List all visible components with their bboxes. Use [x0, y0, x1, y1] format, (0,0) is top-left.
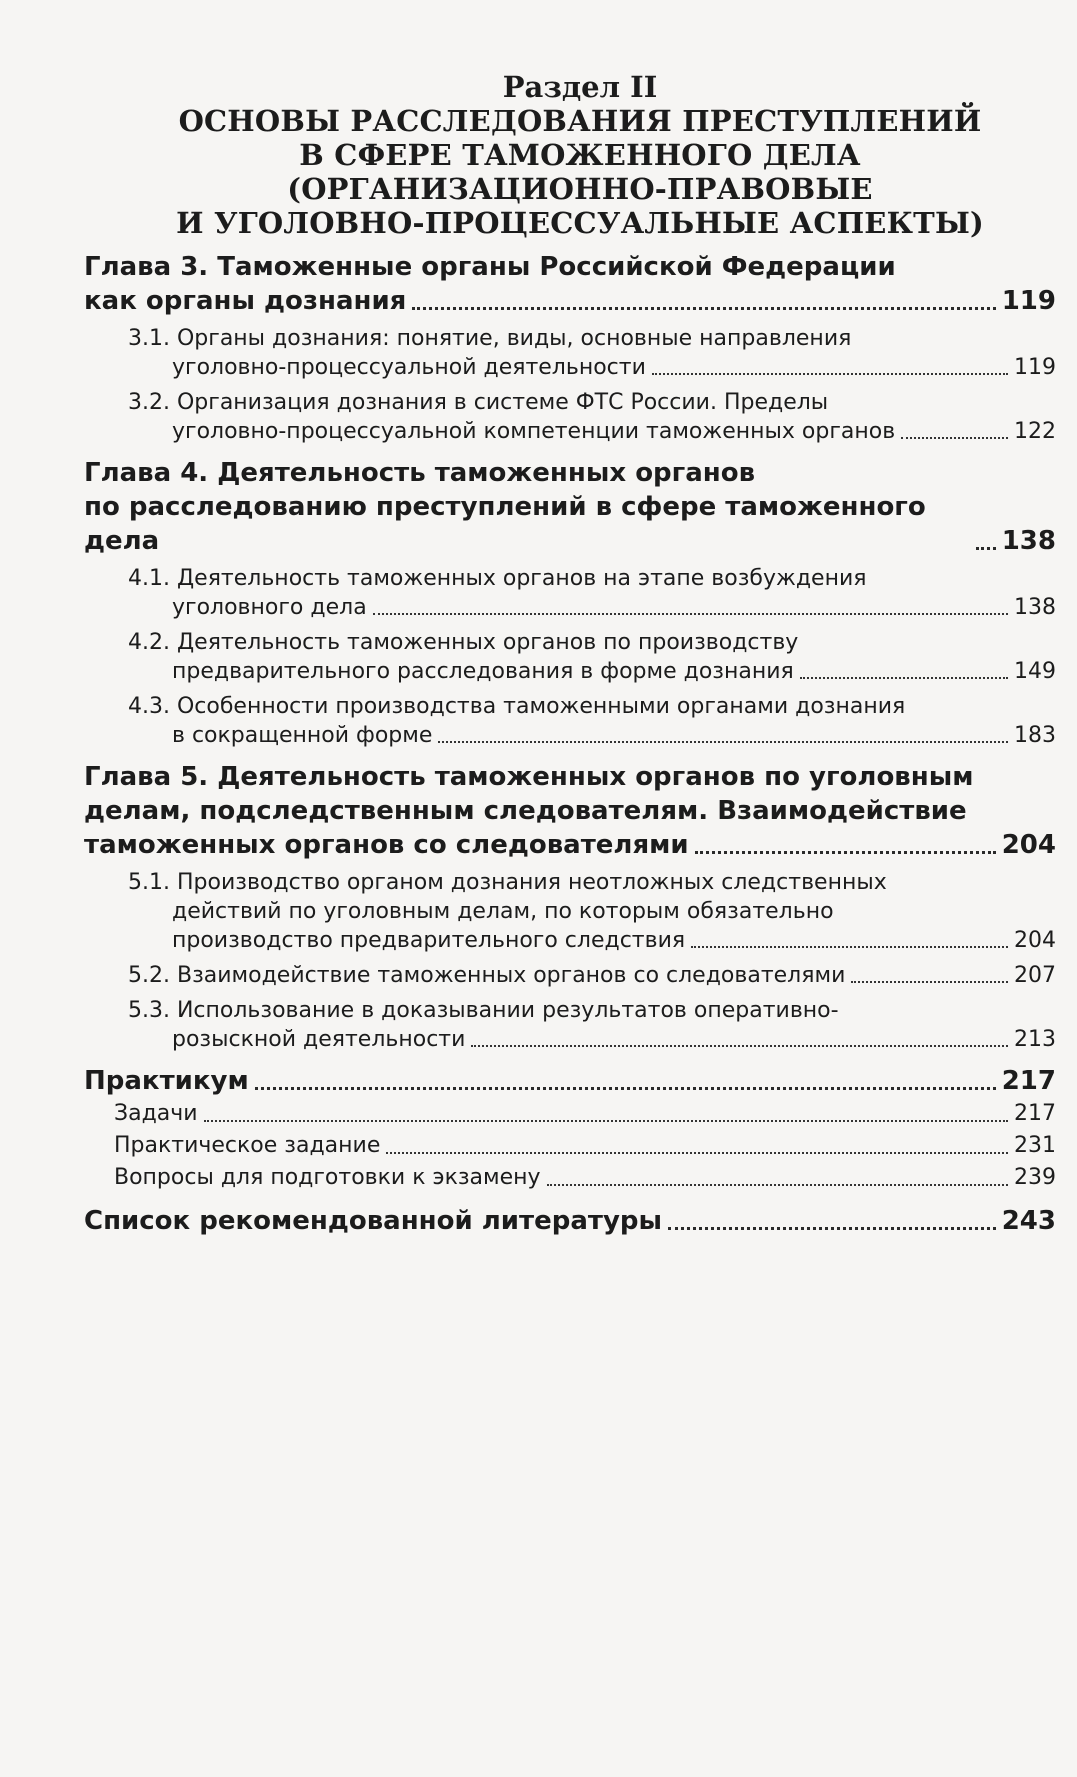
subsection-title: 3.1. Органы дознания: понятие, виды, основные направления: [128, 326, 852, 351]
page-number: 204: [1001, 830, 1056, 860]
subsection-5-3[interactable]: [84, 996, 1056, 1054]
subsection-5-2[interactable]: [84, 961, 1056, 990]
subsection-title-end: уголовного дела: [172, 595, 367, 620]
table-of-contents: [84, 70, 1056, 1238]
toc-entry[interactable]: [84, 1064, 1056, 1098]
dot-leader: [901, 437, 1008, 439]
page-number: 183: [1014, 723, 1056, 748]
chapter-title-end: как органы дознания: [84, 286, 407, 316]
subsection-title-end: розыскной деятельности: [172, 1027, 466, 1052]
chapter-title: Глава 3. Таможенные органы Российской Федерации: [84, 252, 896, 282]
dot-leader: [851, 981, 1008, 983]
page-number: 231: [1014, 1133, 1056, 1158]
page-number: 122: [1014, 419, 1056, 444]
subsection-title: 4.3. Особенности производства таможенными органами дознания: [128, 694, 906, 719]
literature-title: Список рекомендованной литературы: [84, 1206, 663, 1236]
subsection-title-end: в сокращенной форме: [172, 723, 433, 748]
subsection-title: 3.2. Организация дознания в системе ФТС России. Пределы: [128, 390, 829, 415]
section-heading: [124, 70, 1036, 240]
subsection-5-1[interactable]: [84, 868, 1056, 955]
practicum-item-label: Вопросы для подготовки к экзамену: [114, 1165, 541, 1190]
dot-leader: [800, 677, 1008, 679]
subsection-3-1[interactable]: [84, 324, 1056, 382]
toc-entry[interactable]: [84, 490, 1056, 558]
dot-leader: [976, 547, 996, 550]
practicum-item-label: Практическое задание: [114, 1133, 381, 1158]
subsection-3-2[interactable]: [84, 388, 1056, 446]
dot-leader: [438, 741, 1008, 743]
subsection-title: 5.2. Взаимодействие таможенных органов со следователями: [128, 963, 846, 988]
dot-leader: [652, 373, 1008, 375]
subsection-4-2[interactable]: [84, 628, 1056, 686]
subsection-title: 4.2. Деятельность таможенных органов по производству: [128, 630, 799, 655]
page-number: 243: [1001, 1206, 1056, 1236]
page-number: 217: [1001, 1066, 1056, 1096]
dot-leader: [471, 1045, 1008, 1047]
page-number: 239: [1014, 1165, 1056, 1190]
subsection-title-end: предварительного расследования в форме дознания: [172, 659, 794, 684]
chapter-title-end: таможенных органов со следователями: [84, 830, 689, 860]
page-number: 138: [1014, 595, 1056, 620]
subsection-title-end: уголовно-процессуальной деятельности: [172, 355, 646, 380]
chapter-title: делам, подследственным следователям. Взаимодействие: [84, 796, 967, 826]
toc-entry[interactable]: [84, 284, 1056, 318]
chapter-title: Глава 4. Деятельность таможенных органов: [84, 458, 756, 488]
dot-leader: [386, 1152, 1008, 1154]
dot-leader: [412, 307, 995, 310]
chapter-4: [84, 456, 1056, 750]
page-number: 149: [1014, 659, 1056, 684]
subsection-title: 5.1. Производство органом дознания неотложных следственных: [128, 870, 887, 895]
section-label: Раздел II: [502, 70, 658, 104]
page-number: 213: [1014, 1027, 1056, 1052]
chapter-title-end: по расследованию преступлений в сфере таможенного дела: [84, 492, 926, 556]
page-number: 204: [1014, 928, 1056, 953]
practicum-item-label: Задачи: [114, 1101, 198, 1126]
practicum-item[interactable]: [84, 1098, 1056, 1130]
dot-leader: [373, 613, 1008, 615]
dot-leader: [695, 851, 996, 854]
subsection-title: 5.3. Использование в доказывании результатов оперативно-: [128, 998, 839, 1023]
practicum-item[interactable]: [84, 1162, 1056, 1194]
chapter-3: [84, 250, 1056, 446]
dot-leader: [255, 1087, 996, 1090]
subsection-4-3[interactable]: [84, 692, 1056, 750]
practicum-title: Практикум: [84, 1066, 249, 1096]
subsection-title: 4.1. Деятельность таможенных органов на этапе возбуждения: [128, 566, 867, 591]
page-number: 207: [1014, 963, 1056, 988]
dot-leader: [547, 1184, 1008, 1186]
subsection-title-end: производство предварительного следствия: [172, 928, 686, 953]
page-number: 119: [1001, 286, 1056, 316]
literature: [84, 1204, 1056, 1238]
page-number: 138: [1001, 526, 1056, 556]
subsection-4-1[interactable]: [84, 564, 1056, 622]
toc-entry[interactable]: [84, 828, 1056, 862]
dot-leader: [691, 946, 1008, 948]
page-number: 217: [1014, 1101, 1056, 1126]
dot-leader: [204, 1120, 1008, 1122]
practicum: [84, 1064, 1056, 1194]
toc-entry[interactable]: [84, 1204, 1056, 1238]
subsection-title-middle: действий по уголовным делам, по которым обязательно: [172, 899, 834, 924]
page-number: 119: [1014, 355, 1056, 380]
section-title: ОСНОВЫ РАССЛЕДОВАНИЯ ПРЕСТУПЛЕНИЙ В СФЕРЕ ТАМОЖЕННОГО ДЕЛА (ОРГАНИЗАЦИОННО-ПРАВОВЫЕ И УГОЛОВНО-ПРОЦЕССУАЛЬНЫЕ АСПЕКТЫ): [176, 104, 984, 240]
chapter-5: [84, 760, 1056, 1054]
subsection-title-end: уголовно-процессуальной компетенции таможенных органов: [172, 419, 896, 444]
chapter-title: Глава 5. Деятельность таможенных органов по уголовным: [84, 762, 974, 792]
practicum-item[interactable]: [84, 1130, 1056, 1162]
dot-leader: [668, 1227, 996, 1230]
